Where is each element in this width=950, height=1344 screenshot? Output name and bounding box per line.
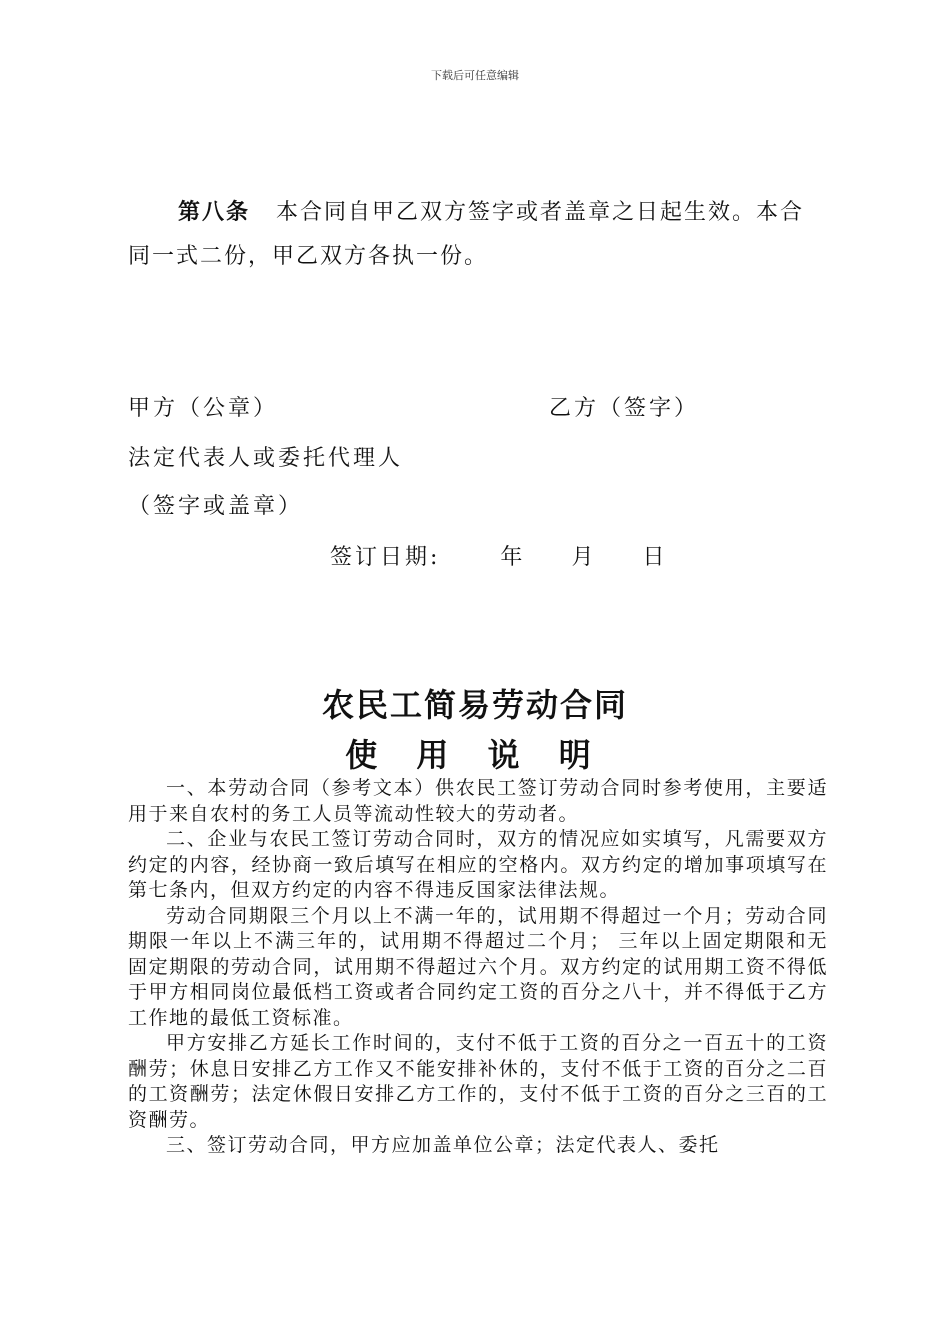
date-month-label: 月 (571, 545, 597, 570)
instruction-paragraph: 劳动合同期限三个月以上不满一年的，试用期不得超过一个月；劳动合同期限一年以上不满三年的，试用期不得超过二个月； 三年以上固定期限和无固定期限的劳动合同，试用期不得超过六个月。双方约定的试用期工资不得低于甲方相同岗位最低档工资或者合同约定工资的百分之八十，并不得低于乙方工作地的最低工资标准。 (128, 904, 828, 1029)
instruction-paragraph: 三、签订劳动合同，甲方应加盖单位公章；法定代表人、委托 (166, 1134, 720, 1156)
instruction-paragraph: 二、企业与农民工签订劳动合同时，双方的情况应如实填写，凡需要双方约定的内容，经协商一致后填写在相应的空格内。双方约定的增加事项填写在第七条内，但双方约定的内容不得违反国家法律法规。 (128, 828, 828, 901)
document-title: 农民工简易劳动合同 (321, 686, 628, 724)
party-a-seal-label: 甲方（公章） (128, 396, 279, 421)
legal-representative-label: 法定代表人或委托代理人 (128, 446, 404, 471)
signing-date-line (330, 540, 667, 571)
article-8-paragraph (128, 190, 828, 279)
page-header-note: 下载后可任意编辑 (431, 69, 519, 82)
usage-instructions (128, 776, 828, 1159)
party-b-signature-label: 乙方（签字） (549, 396, 700, 421)
date-year-label: 年 (500, 545, 526, 570)
article-8-label: 第八条 (178, 199, 251, 225)
date-day-label: 日 (642, 545, 668, 570)
article-8-text: 本合同自甲乙双方签字或者盖章之日起生效。本合同一式二份，甲乙双方各执一份。 (128, 200, 805, 269)
instruction-paragraph: 甲方安排乙方延长工作时间的，支付不低于工资的百分之一百五十的工资酬劳；休息日安排乙方工作又不能安排补休的，支付不低于工资的百分之二百的工资酬劳；法定休假日安排乙方工作的，支付不低于工资的百分之三百的工资酬劳。 (128, 1032, 828, 1131)
signing-date-label: 签订日期: (330, 545, 441, 570)
document-subtitle: 使 用 说 明 (345, 736, 605, 774)
sign-or-seal-label: （签字或盖章） (128, 494, 304, 519)
instruction-paragraph: 一、本劳动合同（参考文本）供农民工签订劳动合同时参考使用，主要适用于来自农村的务工人员等流动性较大的劳动者。 (128, 777, 828, 825)
